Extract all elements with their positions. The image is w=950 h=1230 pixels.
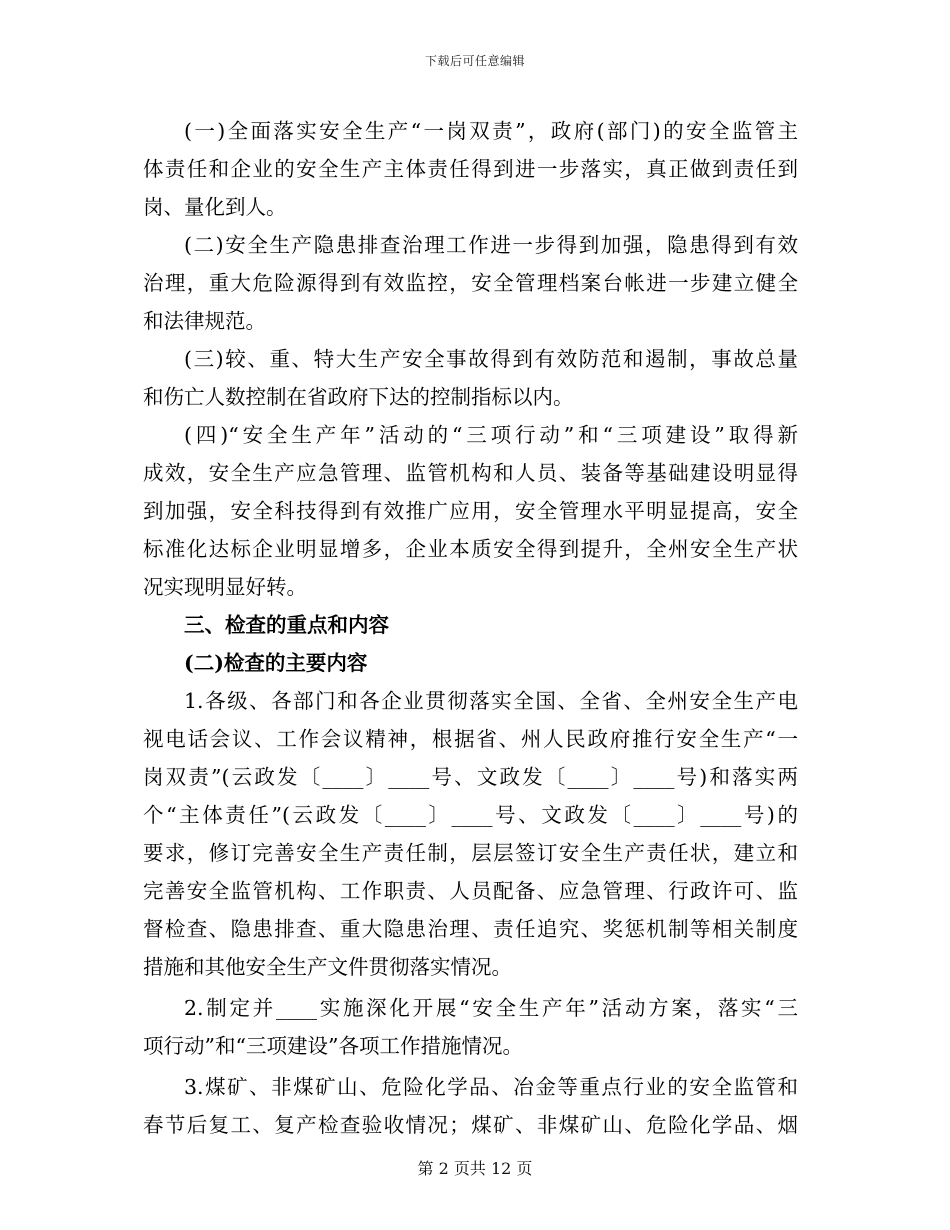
page-header: 下载后可任意编辑	[424, 54, 525, 68]
text-line: 督检查、隐患排查、重大隐患治理、责任追究、奖惩机制等相关制度	[143, 917, 798, 941]
text-line: 标准化达标企业明显增多，企业本质安全得到提升，全州安全生产状	[143, 537, 798, 561]
text-line: 岗、量化到人。	[143, 195, 287, 219]
text-line: (三)较、重、特大生产安全事故得到有效防范和遏制，事故总量	[184, 347, 798, 371]
text-line: 况实现明显好转。	[143, 575, 307, 599]
text-line: 春节后复工、复产检查验收情况；煤矿、非煤矿山、危险化学品、烟	[143, 1113, 798, 1137]
text-line: 治理，重大危险源得到有效监控，安全管理档案台帐进一步建立健全	[143, 271, 798, 295]
page-footer: 第 2 页共 12 页	[417, 1159, 533, 1178]
text-line: 到加强，安全科技得到有效推广应用，安全管理水平明显提高，安全	[143, 499, 798, 523]
text-line: 体责任和企业的安全生产主体责任得到进一步落实，真正做到责任到	[143, 157, 798, 181]
text-line: 和伤亡人数控制在省政府下达的控制指标以内。	[143, 385, 574, 409]
document-body	[143, 112, 798, 1144]
text-line: 项行动”和“三项建设”各项工作措施情况。	[143, 1034, 523, 1058]
text-line: 完善安全监管机构、工作职责、人员配备、应急管理、行政许可、监	[143, 879, 798, 903]
text-line: 和法律规范。	[143, 309, 266, 333]
text-line: 视电话会议、工作会议精神，根据省、州人民政府推行安全生产“一	[143, 727, 798, 751]
text-line: (四)“安全生产年”活动的“三项行动”和“三项建设”取得新	[184, 423, 798, 447]
text-line: (二)安全生产隐患排查治理工作进一步得到加强，隐患得到有效	[184, 233, 798, 257]
text-line: 措施和其他安全生产文件贯彻落实情况。	[143, 955, 512, 979]
text-line: 3.煤矿、非煤矿山、危险化学品、冶金等重点行业的安全监管和	[184, 1075, 798, 1099]
text-line: 1.各级、各部门和各企业贯彻落实全国、全省、全州安全生产电	[184, 689, 798, 713]
text-line: 个“主体责任”(云政发〔____〕____号、文政发〔____〕____号)的	[143, 803, 798, 827]
section-heading: 三、检查的重点和内容	[184, 613, 389, 637]
text-line: 要求，修订完善安全生产责任制，层层签订安全生产责任状，建立和	[143, 841, 798, 865]
text-line: 2.制定并____实施深化开展“安全生产年”活动方案，落实“三	[184, 996, 798, 1020]
subsection-heading: (二)检查的主要内容	[184, 651, 368, 675]
text-line: 成效，安全生产应急管理、监管机构和人员、装备等基础建设明显得	[143, 461, 798, 485]
text-line: 岗双责”(云政发〔____〕____号、文政发〔____〕____号)和落实两	[143, 765, 798, 789]
text-line: (一)全面落实安全生产“一岗双责”，政府(部门)的安全监管主	[184, 119, 798, 143]
